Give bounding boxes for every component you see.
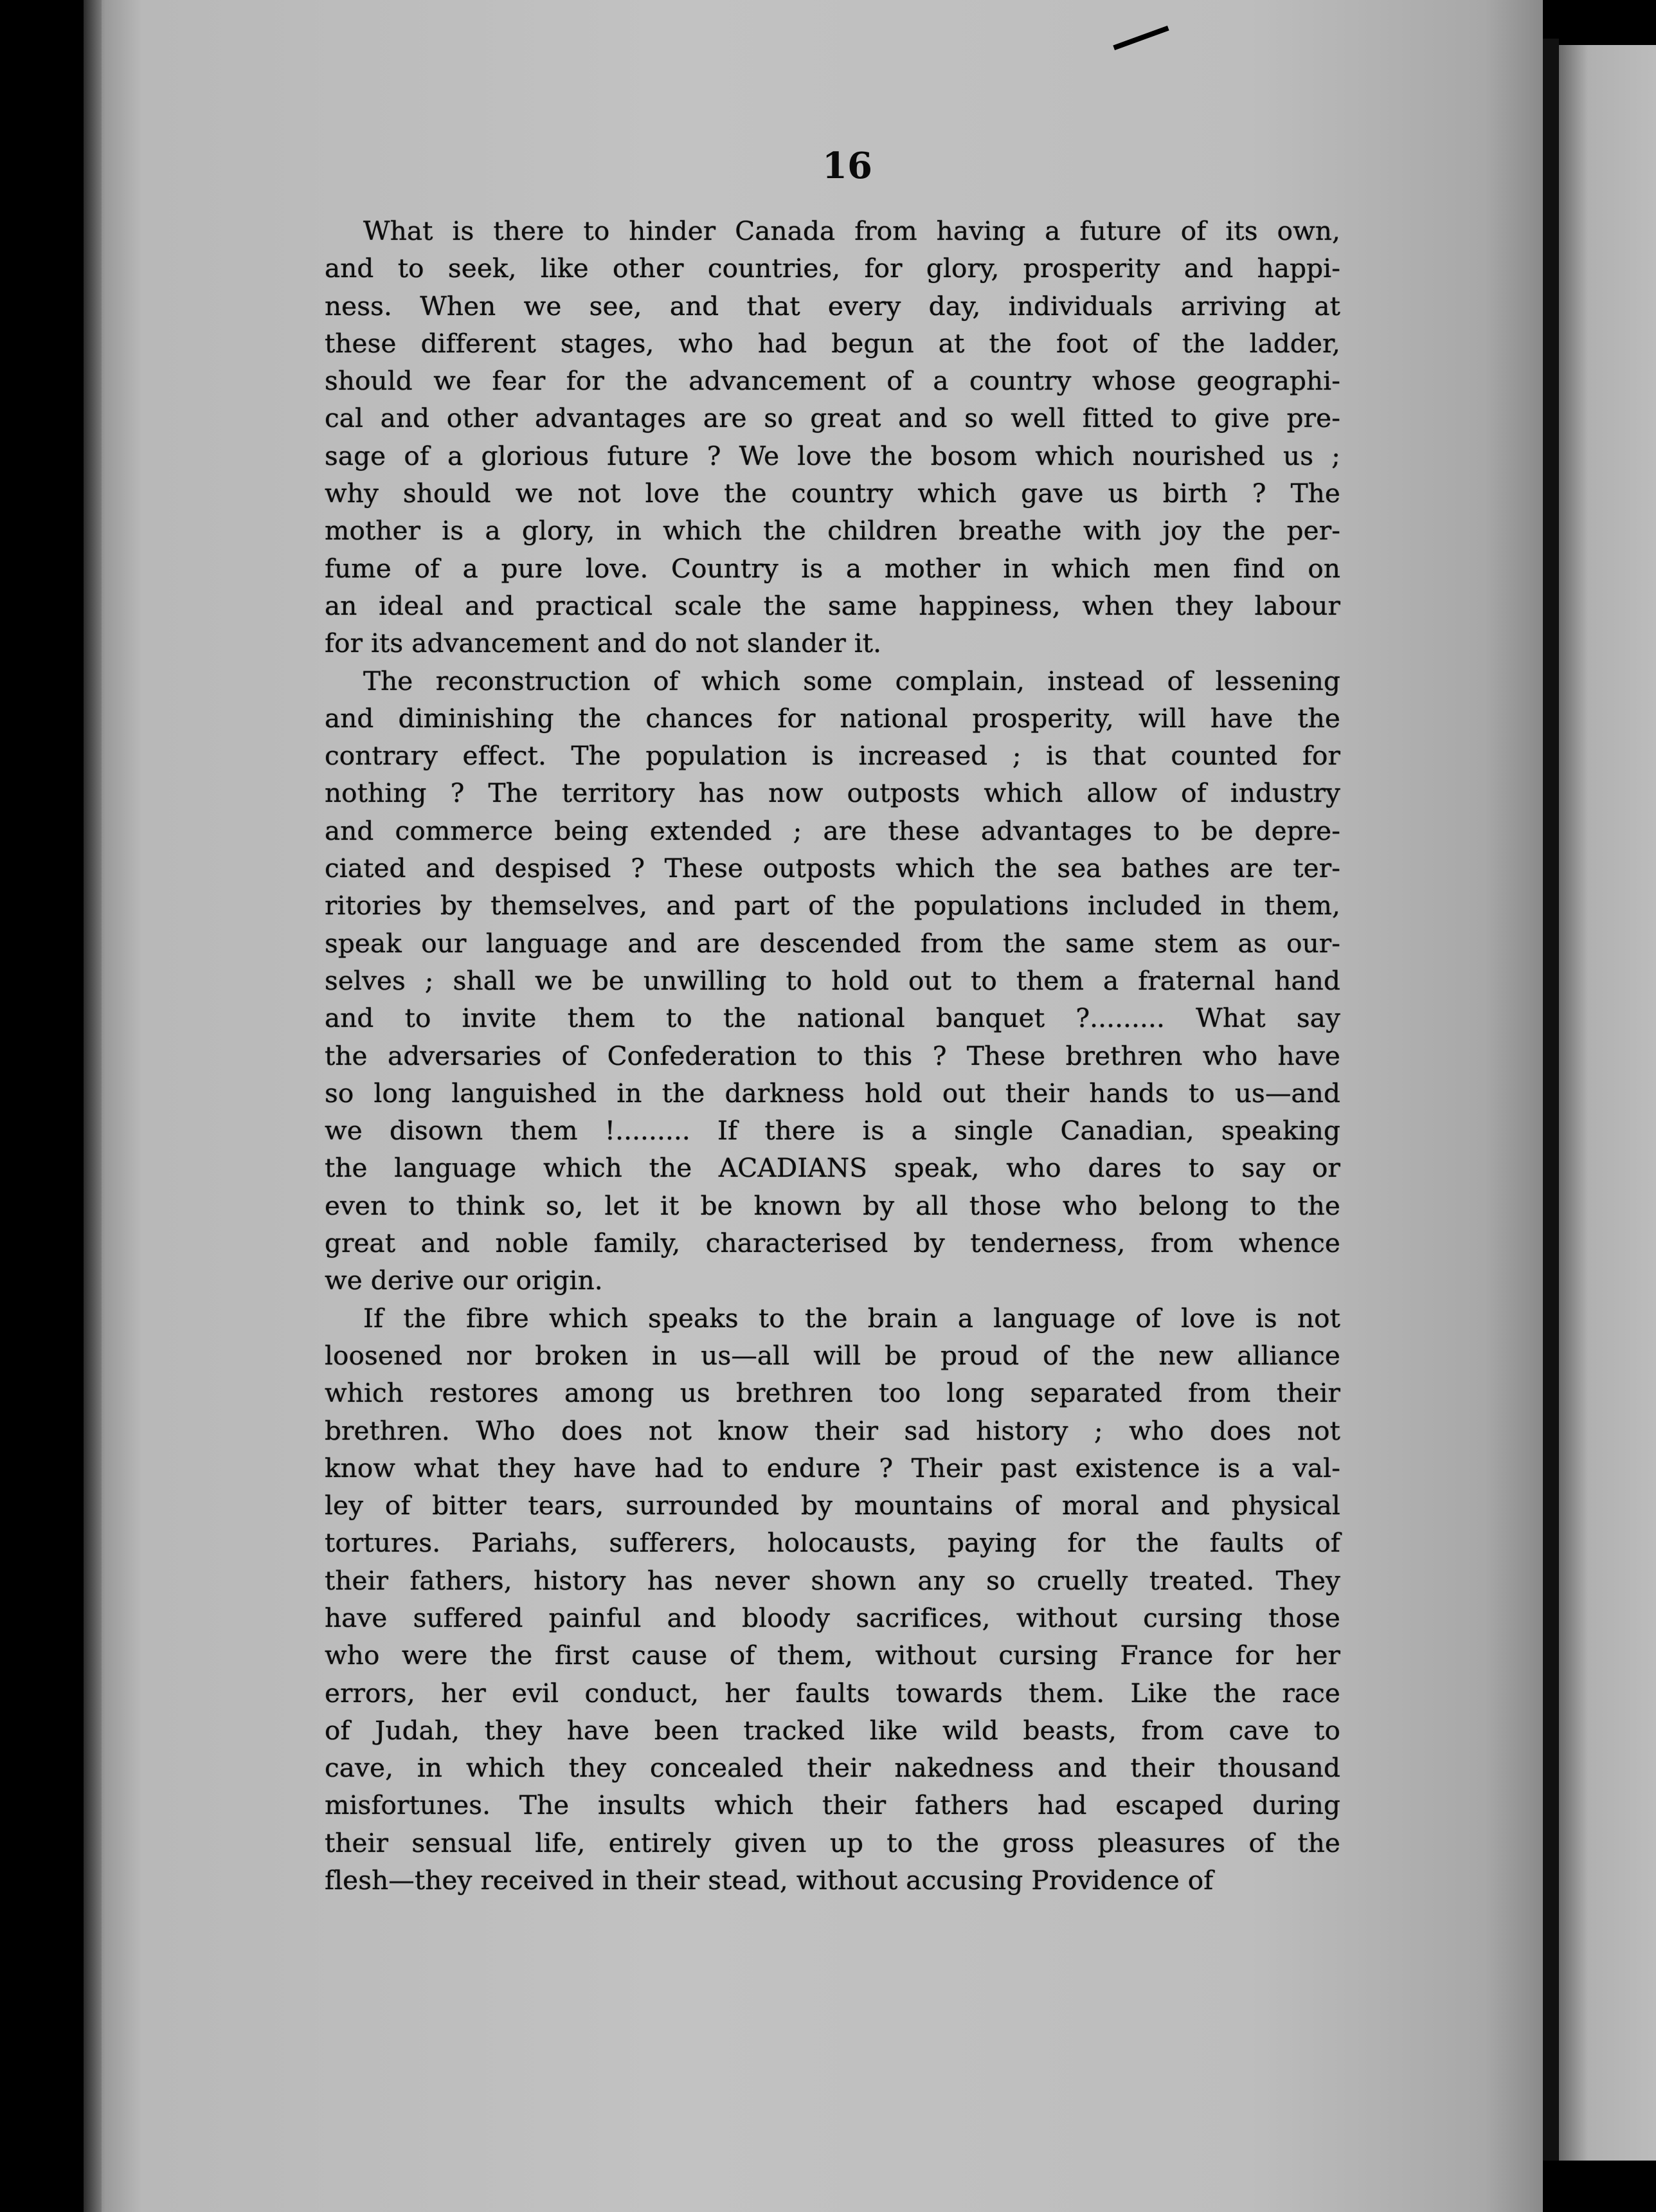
paragraph: [325, 662, 1340, 1300]
text-line: should we fear for the advancement of a country whose geographi-: [325, 365, 1340, 397]
text-line: and commerce being extended ; are these advantages to be depre-: [325, 815, 1340, 846]
text-line: have suffered painful and bloody sacrifices, without cursing those: [325, 1602, 1340, 1633]
page-edge-shadow: [84, 0, 102, 2212]
facing-page-edge: [1559, 45, 1656, 2161]
text-line: their sensual life, entirely given up to the gross pleasures of the: [325, 1827, 1340, 1858]
text-line: of Judah, they have been tracked like wild beasts, from cave to: [325, 1714, 1340, 1746]
text-line: an ideal and practical scale the same happiness, when they labour: [325, 590, 1340, 621]
text-line: the adversaries of Confederation to this ? These brethren who have: [325, 1040, 1340, 1071]
text-line: we derive our origin.: [325, 1265, 603, 1296]
text-line: ley of bitter tears, surrounded by mountains of moral and physical: [325, 1490, 1340, 1521]
text-line: selves ; shall we be unwilling to hold out to them a fraternal hand: [325, 965, 1340, 996]
text-line: ness. When we see, and that every day, individuals arriving at: [325, 290, 1340, 322]
text-line: What is there to hinder Canada from having a future of its own,: [363, 215, 1340, 246]
text-line: sage of a glorious future ? We love the bosom which nourished us ;: [325, 440, 1340, 471]
text-line: and to seek, like other countries, for glory, prosperity and happi-: [325, 253, 1340, 284]
text-line: flesh—they received in their stead, without accusing Providence of: [325, 1865, 1214, 1896]
text-line: why should we not love the country which gave us birth ? The: [325, 478, 1340, 509]
text-line: misfortunes. The insults which their fathers had escaped during: [325, 1790, 1340, 1821]
text-line: we disown them !......... If there is a single Canadian, speaking: [325, 1115, 1340, 1147]
text-line: cal and other advantages are so great and so well fitted to give pre-: [325, 403, 1340, 434]
text-line: If the fibre which speaks to the brain a language of love is not: [363, 1302, 1340, 1334]
text-line: and diminishing the chances for national prosperity, will have the: [325, 702, 1340, 734]
text-line: and to invite them to the national banquet ?......... What say: [325, 1002, 1340, 1034]
text-line: nothing ? The territory has now outposts which allow of industry: [325, 777, 1340, 809]
text-line: great and noble family, characterised by tenderness, from whence: [325, 1228, 1340, 1259]
text-line: brethren. Who does not know their sad history ; who does not: [325, 1415, 1340, 1446]
text-line: fume of a pure love. Country is a mother in which men find on: [325, 552, 1340, 584]
text-line: know what they have had to endure ? Their past existence is a val-: [325, 1452, 1340, 1483]
text-line: which restores among us brethren too long separated from their: [325, 1377, 1340, 1409]
text-line: who were the first cause of them, without cursing France for her: [325, 1640, 1340, 1671]
text-line: even to think so, let it be known by all those who belong to the: [325, 1190, 1340, 1221]
text-line: speak our language and are descended from the same stem as our-: [325, 927, 1340, 959]
text-line: ciated and despised ? These outposts which the sea bathes are ter-: [325, 853, 1340, 884]
page-number: 16: [822, 145, 872, 187]
text-line: mother is a glory, in which the children breathe with joy the per-: [325, 515, 1340, 547]
text-line: the language which the ACADIANS speak, who dares to say or: [325, 1152, 1340, 1184]
text-line: these different stages, who had begun at the foot of the ladder,: [325, 327, 1340, 359]
body-text: [325, 212, 1340, 1899]
text-line: cave, in which they concealed their nakedness and their thousand: [325, 1752, 1340, 1784]
text-line: contrary effect. The population is increased ; is that counted for: [325, 740, 1340, 772]
text-line: loosened nor broken in us—all will be proud of the new alliance: [325, 1339, 1340, 1371]
text-line: The reconstruction of which some complain, instead of lessening: [363, 665, 1340, 696]
paragraph: [325, 1300, 1340, 1899]
text-line: errors, her evil conduct, her faults towards them. Like the race: [325, 1677, 1340, 1709]
text-line: so long languished in the darkness hold out their hands to us—and: [325, 1077, 1340, 1109]
text-line: ritories by themselves, and part of the populations included in them,: [325, 890, 1340, 921]
text-line: their fathers, history has never shown any so cruelly treated. They: [325, 1564, 1340, 1596]
text-line: tortures. Pariahs, sufferers, holocausts, paying for the faults of: [325, 1527, 1340, 1559]
text-line: for its advancement and do not slander it.: [325, 628, 882, 659]
paragraph: [325, 212, 1340, 662]
book-gutter: [1543, 39, 1559, 2161]
